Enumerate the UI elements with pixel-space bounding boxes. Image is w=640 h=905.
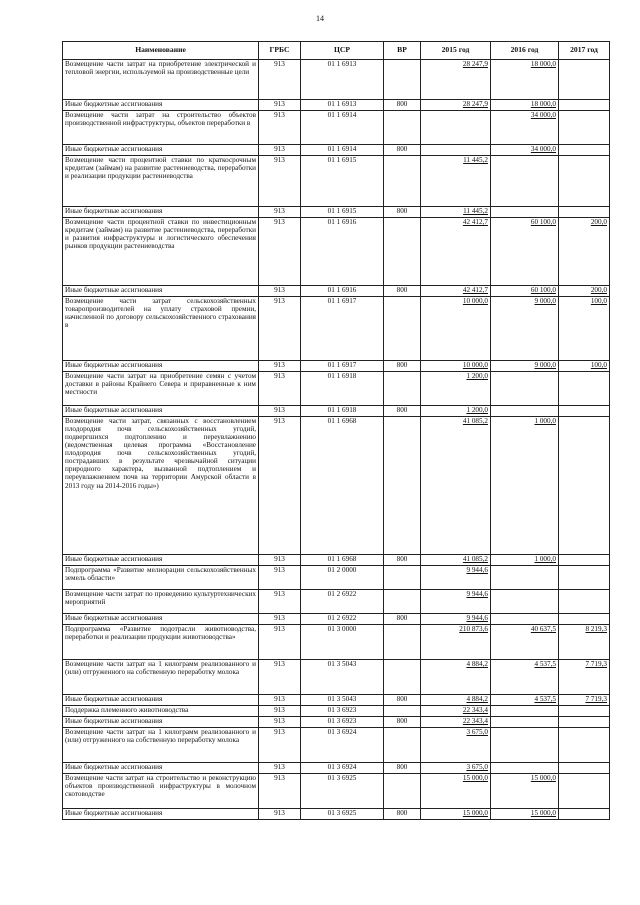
- row-2016-cell: 40 637,5: [491, 625, 559, 660]
- row-csr-cell: 01 1 6916: [301, 218, 384, 286]
- row-grbs-cell: 913: [259, 145, 301, 156]
- row-vr-cell: [384, 156, 421, 207]
- row-grbs-cell: 913: [259, 809, 301, 820]
- row-vr-cell: 800: [384, 695, 421, 706]
- row-2015-cell: 41 085,2: [421, 555, 491, 566]
- row-2017-cell: [559, 406, 610, 417]
- row-2015-cell: 28 247,9: [421, 60, 491, 100]
- row-vr-cell: [384, 297, 421, 361]
- row-2017-cell: 100,0: [559, 361, 610, 372]
- budget-table: [62, 41, 610, 820]
- table-row: [63, 297, 610, 361]
- row-vr-cell: 800: [384, 100, 421, 111]
- row-2016-cell: 18 000,0: [491, 60, 559, 100]
- header-2016: 2016 год: [491, 42, 559, 60]
- row-grbs-cell: 913: [259, 417, 301, 555]
- row-2016-cell: 9 000,0: [491, 361, 559, 372]
- row-grbs-cell: 913: [259, 406, 301, 417]
- row-grbs-cell: 913: [259, 361, 301, 372]
- page-number: 14: [316, 14, 324, 23]
- row-name-cell: Иные бюджетные ассигнования: [63, 763, 259, 774]
- row-name-cell: Иные бюджетные ассигнования: [63, 717, 259, 728]
- row-2015-cell: 42 412,7: [421, 218, 491, 286]
- row-grbs-cell: 913: [259, 625, 301, 660]
- row-2016-cell: 15 000,0: [491, 774, 559, 809]
- row-2016-cell: [491, 763, 559, 774]
- row-2017-cell: [559, 763, 610, 774]
- table-header-row: [63, 42, 610, 60]
- row-csr-cell: 01 1 6916: [301, 286, 384, 297]
- row-grbs-cell: 913: [259, 297, 301, 361]
- row-2016-cell: 4 537,5: [491, 695, 559, 706]
- row-csr-cell: 01 1 6914: [301, 145, 384, 156]
- row-2015-cell: 15 000,0: [421, 774, 491, 809]
- row-grbs-cell: 913: [259, 218, 301, 286]
- row-2016-cell: [491, 406, 559, 417]
- row-csr-cell: 01 1 6968: [301, 555, 384, 566]
- row-grbs-cell: 913: [259, 763, 301, 774]
- row-vr-cell: 800: [384, 145, 421, 156]
- row-2016-cell: 60 100,0: [491, 286, 559, 297]
- row-name-cell: Возмещение части затрат на 1 килограмм реализованного и (или) отгруженного на собственную переработку молока: [63, 660, 259, 695]
- table-row: [63, 728, 610, 763]
- row-2016-cell: 9 000,0: [491, 297, 559, 361]
- row-2016-cell: [491, 614, 559, 625]
- table-row: [63, 286, 610, 297]
- row-2017-cell: [559, 809, 610, 820]
- row-2017-cell: [559, 372, 610, 406]
- row-2015-cell: 4 884,2: [421, 695, 491, 706]
- table-row: [63, 218, 610, 286]
- row-vr-cell: [384, 728, 421, 763]
- row-name-cell: Иные бюджетные ассигнования: [63, 286, 259, 297]
- row-2016-cell: 60 100,0: [491, 218, 559, 286]
- table-row: [63, 111, 610, 145]
- row-csr-cell: 01 3 6923: [301, 717, 384, 728]
- row-2015-cell: 9 944,6: [421, 566, 491, 590]
- row-csr-cell: 01 1 6917: [301, 297, 384, 361]
- row-2016-cell: [491, 717, 559, 728]
- row-csr-cell: 01 3 6924: [301, 728, 384, 763]
- row-grbs-cell: 913: [259, 286, 301, 297]
- row-name-cell: Иные бюджетные ассигнования: [63, 361, 259, 372]
- table-row: [63, 614, 610, 625]
- table-row: [63, 145, 610, 156]
- row-2016-cell: 15 000,0: [491, 809, 559, 820]
- row-csr-cell: 01 3 0000: [301, 625, 384, 660]
- row-grbs-cell: 913: [259, 566, 301, 590]
- row-2015-cell: 11 445,2: [421, 156, 491, 207]
- row-name-cell: Подпрограмма «Развитие мелиорации сельскохозяйственных земель области»: [63, 566, 259, 590]
- table-row: [63, 763, 610, 774]
- row-2015-cell: 1 200,0: [421, 406, 491, 417]
- header-name: Наименование: [63, 42, 259, 60]
- table-row: [63, 207, 610, 218]
- row-vr-cell: [384, 372, 421, 406]
- row-name-cell: Возмещение части затрат сельскохозяйственных товаропроизводителей на уплату страховой премии, начисленной по договору сельскохозяйственного страхования в: [63, 297, 259, 361]
- table-row: [63, 590, 610, 614]
- row-csr-cell: 01 3 6924: [301, 763, 384, 774]
- row-2016-cell: [491, 566, 559, 590]
- row-csr-cell: 01 1 6915: [301, 156, 384, 207]
- row-2016-cell: [491, 207, 559, 218]
- row-vr-cell: [384, 417, 421, 555]
- row-2015-cell: [421, 111, 491, 145]
- row-grbs-cell: 913: [259, 555, 301, 566]
- table-row: [63, 706, 610, 717]
- row-csr-cell: 01 3 6923: [301, 706, 384, 717]
- row-2017-cell: [559, 111, 610, 145]
- row-2016-cell: [491, 706, 559, 717]
- row-grbs-cell: 913: [259, 695, 301, 706]
- table-row: [63, 372, 610, 406]
- row-2017-cell: 7 719,3: [559, 660, 610, 695]
- row-2016-cell: 34 000,0: [491, 111, 559, 145]
- row-name-cell: Иные бюджетные ассигнования: [63, 695, 259, 706]
- row-name-cell: Иные бюджетные ассигнования: [63, 809, 259, 820]
- row-vr-cell: 800: [384, 406, 421, 417]
- row-vr-cell: 800: [384, 207, 421, 218]
- row-grbs-cell: 913: [259, 207, 301, 218]
- row-vr-cell: [384, 706, 421, 717]
- row-2015-cell: 22 343,4: [421, 717, 491, 728]
- table-row: [63, 566, 610, 590]
- table-row: [63, 660, 610, 695]
- row-2017-cell: [559, 566, 610, 590]
- row-csr-cell: 01 3 5043: [301, 695, 384, 706]
- row-vr-cell: [384, 111, 421, 145]
- row-2017-cell: [559, 774, 610, 809]
- row-name-cell: Возмещение части затрат на строительство и реконструкцию объектов производственной инфраструктуры в молочном скотоводстве: [63, 774, 259, 809]
- row-vr-cell: [384, 590, 421, 614]
- row-2017-cell: [559, 614, 610, 625]
- row-vr-cell: 800: [384, 763, 421, 774]
- row-vr-cell: 800: [384, 614, 421, 625]
- row-grbs-cell: 913: [259, 60, 301, 100]
- row-name-cell: Подпрограмма «Развитие подотрасли животноводства, переработки и реализации продукции животноводства»: [63, 625, 259, 660]
- row-2015-cell: 15 000,0: [421, 809, 491, 820]
- row-csr-cell: 01 1 6917: [301, 361, 384, 372]
- row-grbs-cell: 913: [259, 590, 301, 614]
- row-grbs-cell: 913: [259, 156, 301, 207]
- header-vr: ВР: [384, 42, 421, 60]
- row-csr-cell: 01 1 6914: [301, 111, 384, 145]
- row-grbs-cell: 913: [259, 111, 301, 145]
- table-row: [63, 695, 610, 706]
- row-name-cell: Иные бюджетные ассигнования: [63, 145, 259, 156]
- row-2017-cell: 100,0: [559, 297, 610, 361]
- table-body: [63, 60, 610, 820]
- row-2015-cell: 10 000,0: [421, 297, 491, 361]
- row-vr-cell: [384, 625, 421, 660]
- row-name-cell: Возмещение части затрат на строительство объектов производственной инфраструктуры, объектов переработки в: [63, 111, 259, 145]
- row-csr-cell: 01 1 6918: [301, 406, 384, 417]
- row-2015-cell: 28 247,9: [421, 100, 491, 111]
- row-name-cell: Возмещение части затрат на 1 килограмм реализованного и (или) отгруженного на собственную переработку молока: [63, 728, 259, 763]
- row-2017-cell: 200,0: [559, 218, 610, 286]
- row-2015-cell: 210 873,6: [421, 625, 491, 660]
- row-name-cell: Возмещение части затрат по проведению культуртехнических мероприятий: [63, 590, 259, 614]
- table-row: [63, 417, 610, 555]
- table-row: [63, 100, 610, 111]
- row-name-cell: Поддержка племенного животноводства: [63, 706, 259, 717]
- row-2017-cell: [559, 145, 610, 156]
- row-grbs-cell: 913: [259, 372, 301, 406]
- row-csr-cell: 01 1 6913: [301, 100, 384, 111]
- row-csr-cell: 01 1 6918: [301, 372, 384, 406]
- table-row: [63, 60, 610, 100]
- row-2017-cell: [559, 728, 610, 763]
- row-vr-cell: 800: [384, 361, 421, 372]
- row-2016-cell: 34 000,0: [491, 145, 559, 156]
- row-vr-cell: 800: [384, 809, 421, 820]
- row-2016-cell: 1 000,0: [491, 555, 559, 566]
- row-csr-cell: 01 2 6922: [301, 614, 384, 625]
- table-row: [63, 774, 610, 809]
- row-2015-cell: 9 944,6: [421, 614, 491, 625]
- row-csr-cell: 01 3 6925: [301, 774, 384, 809]
- row-2015-cell: 9 944,6: [421, 590, 491, 614]
- row-2016-cell: [491, 590, 559, 614]
- header-2017: 2017 год: [559, 42, 610, 60]
- row-vr-cell: 800: [384, 555, 421, 566]
- row-name-cell: Возмещение части затрат на приобретение электрической и тепловой энергии, используемой на производственные цели: [63, 60, 259, 100]
- table-row: [63, 361, 610, 372]
- row-grbs-cell: 913: [259, 717, 301, 728]
- table-row: [63, 156, 610, 207]
- row-vr-cell: 800: [384, 286, 421, 297]
- row-2015-cell: 3 675,0: [421, 763, 491, 774]
- row-csr-cell: 01 3 6925: [301, 809, 384, 820]
- row-grbs-cell: 913: [259, 706, 301, 717]
- row-2015-cell: 22 343,4: [421, 706, 491, 717]
- row-2017-cell: [559, 100, 610, 111]
- row-name-cell: Иные бюджетные ассигнования: [63, 614, 259, 625]
- row-2017-cell: [559, 156, 610, 207]
- row-2017-cell: 7 719,3: [559, 695, 610, 706]
- row-2016-cell: 1 000,0: [491, 417, 559, 555]
- row-2016-cell: [491, 156, 559, 207]
- row-2017-cell: [559, 555, 610, 566]
- row-2016-cell: [491, 372, 559, 406]
- row-vr-cell: [384, 60, 421, 100]
- row-2015-cell: 4 884,2: [421, 660, 491, 695]
- row-csr-cell: 01 2 0000: [301, 566, 384, 590]
- row-2015-cell: [421, 145, 491, 156]
- header-2015: 2015 год: [421, 42, 491, 60]
- row-2015-cell: 42 412,7: [421, 286, 491, 297]
- table-row: [63, 717, 610, 728]
- row-2017-cell: 200,0: [559, 286, 610, 297]
- row-2017-cell: [559, 417, 610, 555]
- row-2016-cell: 18 000,0: [491, 100, 559, 111]
- row-2015-cell: 3 675,0: [421, 728, 491, 763]
- header-csr: ЦСР: [301, 42, 384, 60]
- row-csr-cell: 01 3 5043: [301, 660, 384, 695]
- table-row: [63, 555, 610, 566]
- row-2015-cell: 1 200,0: [421, 372, 491, 406]
- row-2017-cell: [559, 207, 610, 218]
- row-2015-cell: 11 445,2: [421, 207, 491, 218]
- row-2017-cell: [559, 60, 610, 100]
- row-csr-cell: 01 2 6922: [301, 590, 384, 614]
- row-vr-cell: [384, 774, 421, 809]
- row-2016-cell: [491, 728, 559, 763]
- row-name-cell: Возмещение части процентной ставки по краткосрочным кредитам (займам) на развитие растениеводства, переработки и реализации продукции растениеводства: [63, 156, 259, 207]
- table-row: [63, 625, 610, 660]
- row-grbs-cell: 913: [259, 614, 301, 625]
- row-vr-cell: 800: [384, 717, 421, 728]
- row-name-cell: Иные бюджетные ассигнования: [63, 406, 259, 417]
- table-row: [63, 809, 610, 820]
- row-2017-cell: [559, 590, 610, 614]
- row-vr-cell: [384, 218, 421, 286]
- table-row: [63, 406, 610, 417]
- row-vr-cell: [384, 566, 421, 590]
- row-grbs-cell: 913: [259, 100, 301, 111]
- row-name-cell: Возмещение части затрат, связанных с восстановлением плодородия почв сельскохозяйственных угодий, подвергшихся подтоплению и переувлажнению (ведомственная целевая программа «Восстановление плодородия почв сельскохозяйственных угодий, пострадавших в результате чрезвычайной ситуации природного характера, вызванной подтоплением и переувлажнением почв на территории Амурской области в 2013 году на 2014-2016 годы»): [63, 417, 259, 555]
- row-grbs-cell: 913: [259, 728, 301, 763]
- row-name-cell: Иные бюджетные ассигнования: [63, 100, 259, 111]
- row-2017-cell: [559, 706, 610, 717]
- row-csr-cell: 01 1 6913: [301, 60, 384, 100]
- row-grbs-cell: 913: [259, 660, 301, 695]
- row-vr-cell: [384, 660, 421, 695]
- row-2017-cell: 8 219,3: [559, 625, 610, 660]
- row-name-cell: Возмещение части процентной ставки по инвестиционным кредитам (займам) на развитие растениеводства, переработки и развития инфраструктуры и логистического обеспечения рынков продукции растениеводства: [63, 218, 259, 286]
- header-grbs: ГРБС: [259, 42, 301, 60]
- row-name-cell: Возмещение части затрат на приобретение семян с учетом доставки в районы Крайнего Севера и приравненные к ним местности: [63, 372, 259, 406]
- row-csr-cell: 01 1 6968: [301, 417, 384, 555]
- row-2017-cell: [559, 717, 610, 728]
- row-grbs-cell: 913: [259, 774, 301, 809]
- row-2015-cell: 10 000,0: [421, 361, 491, 372]
- row-2015-cell: 41 085,2: [421, 417, 491, 555]
- row-name-cell: Иные бюджетные ассигнования: [63, 555, 259, 566]
- row-2016-cell: 4 537,5: [491, 660, 559, 695]
- row-csr-cell: 01 1 6915: [301, 207, 384, 218]
- row-name-cell: Иные бюджетные ассигнования: [63, 207, 259, 218]
